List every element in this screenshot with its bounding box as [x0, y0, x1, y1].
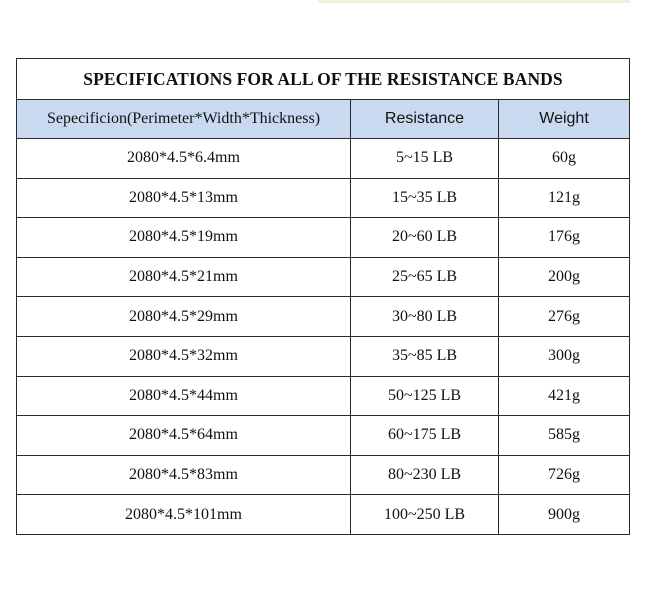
- table-row: [17, 455, 630, 495]
- header-specification: Sepecificion(Perimeter*Width*Thickness): [17, 100, 351, 139]
- spec-cell: 2080*4.5*21mm: [17, 257, 351, 297]
- weight-cell: 421g: [499, 376, 630, 416]
- header-row: [17, 100, 630, 139]
- table-row: [17, 218, 630, 258]
- resistance-cell: 20~60 LB: [351, 218, 499, 258]
- weight-cell: 176g: [499, 218, 630, 258]
- specifications-table: [16, 58, 630, 535]
- title-row: [17, 59, 630, 100]
- weight-cell: 585g: [499, 416, 630, 456]
- table-title: SPECIFICATIONS FOR ALL OF THE RESISTANCE BANDS: [17, 59, 630, 100]
- table-row: [17, 178, 630, 218]
- weight-cell: 900g: [499, 495, 630, 535]
- table-row: [17, 336, 630, 376]
- spec-cell: 2080*4.5*29mm: [17, 297, 351, 337]
- weight-cell: 726g: [499, 455, 630, 495]
- table-row: [17, 376, 630, 416]
- table-row: [17, 257, 630, 297]
- resistance-cell: 30~80 LB: [351, 297, 499, 337]
- weight-cell: 276g: [499, 297, 630, 337]
- spec-cell: 2080*4.5*32mm: [17, 336, 351, 376]
- weight-cell: 60g: [499, 139, 630, 179]
- weight-cell: 300g: [499, 336, 630, 376]
- spec-cell: 2080*4.5*19mm: [17, 218, 351, 258]
- spec-cell: 2080*4.5*44mm: [17, 376, 351, 416]
- resistance-cell: 5~15 LB: [351, 139, 499, 179]
- table-row: [17, 495, 630, 535]
- top-decorative-strip: [318, 0, 630, 3]
- table-row: [17, 416, 630, 456]
- table-row: [17, 297, 630, 337]
- weight-cell: 121g: [499, 178, 630, 218]
- spec-cell: 2080*4.5*101mm: [17, 495, 351, 535]
- resistance-cell: 80~230 LB: [351, 455, 499, 495]
- resistance-cell: 100~250 LB: [351, 495, 499, 535]
- header-resistance: Resistance: [351, 100, 499, 139]
- resistance-cell: 35~85 LB: [351, 336, 499, 376]
- header-weight: Weight: [499, 100, 630, 139]
- resistance-cell: 25~65 LB: [351, 257, 499, 297]
- spec-cell: 2080*4.5*6.4mm: [17, 139, 351, 179]
- spec-cell: 2080*4.5*64mm: [17, 416, 351, 456]
- resistance-cell: 50~125 LB: [351, 376, 499, 416]
- resistance-cell: 60~175 LB: [351, 416, 499, 456]
- spec-cell: 2080*4.5*83mm: [17, 455, 351, 495]
- weight-cell: 200g: [499, 257, 630, 297]
- resistance-cell: 15~35 LB: [351, 178, 499, 218]
- table-row: [17, 139, 630, 179]
- spec-cell: 2080*4.5*13mm: [17, 178, 351, 218]
